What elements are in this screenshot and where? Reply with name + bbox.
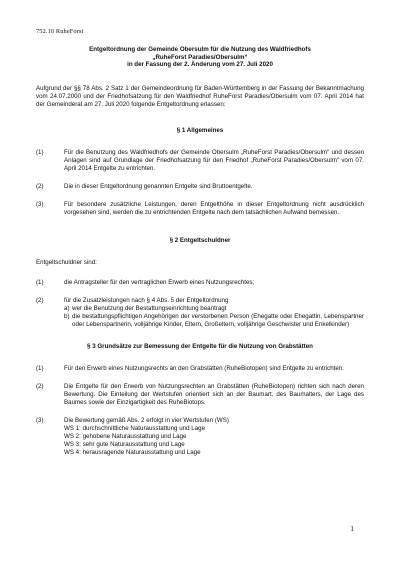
- item-body: [64, 417, 364, 457]
- section-3-item: [36, 383, 364, 407]
- item-text: Die in dieser Entgeltordnung genannten Entgelte sind Bruttoentgelte.: [64, 182, 253, 190]
- item-body: [64, 297, 364, 329]
- section-1-heading: § 1 Allgemeines: [176, 126, 224, 134]
- wertstufe-item: WS 4: herausragende Naturausstattung und Lage: [64, 448, 201, 456]
- title-line-2: „RuheForst Paradies/Obersulm“: [152, 53, 248, 61]
- sub-item-letter: a): [64, 304, 70, 312]
- sub-list-item: [64, 313, 364, 329]
- sub-item-text: die bestattungspflichtigen Angehörigen der verstorbenen Person (Ehegatte oder Ehegattin, Lebenspartner oder Lebenspartnerin, volljährige Kinder, Eltern, Großeltern, volljährige Geschwister und Enkelkinder): [72, 312, 364, 328]
- wertstufe-item: WS 1: durchschnittliche Naturausstattung und Lage: [64, 424, 206, 432]
- section-1-item: [36, 183, 364, 191]
- item-number: (2): [36, 182, 44, 190]
- item-text: Die Entgelte für den Erwerb von Nutzungsrechten an Grabstätten (RuheBiotopen) richten sich nach deren Bewertung. Die Einteilung der Wertstufen orientiert sich an der Baumart, des Baumalters, der Lage des Baumes sowie der Einzigartigkeit des RuheBiotops.: [64, 382, 364, 406]
- item-text: für die Zusatzleistungen nach § 4 Abs. 5 der Entgeltordnung: [64, 296, 229, 304]
- item-number: (1): [36, 278, 44, 286]
- item-text: Für die Benutzung des Waldfriedhofs der Gemeinde Obersulm „RuheForst Paradies/Obersulm“ und dessen Anlagen sind auf Grundlage der Friedhofsatzung für den Friedhof „RuheForst Paradies/Obersulm“ vom 07. April 2014 Entgelte zu entrichten.: [64, 148, 364, 172]
- document-title: [36, 46, 364, 69]
- section-3-item: [36, 365, 364, 373]
- document-body: [36, 46, 364, 467]
- item-text: Für den Erwerb eines Nutzungsrechts an den Grabstätten (RuheBiotopen) sind Entgelte zu entrichten.: [64, 364, 344, 372]
- item-text: die Antragsteller für den vertraglichen Erwerb eines Nutzungsrechtes;: [64, 278, 255, 286]
- sub-list: [64, 305, 364, 329]
- item-number: (2): [36, 382, 44, 390]
- section-2-heading: § 2 Entgeltschuldner: [169, 236, 231, 244]
- sub-list-item: [64, 305, 364, 313]
- item-text: Die Bewertung gemäß Abs. 2 erfolgt in vier Wertstufen (WS): [64, 416, 229, 424]
- section-2-item: [36, 279, 364, 287]
- title-line-1: Entgeltordnung der Gemeinde Obersulm für die Nutzung des Waldfriedhofs: [89, 46, 311, 53]
- page-number: 1: [350, 524, 354, 533]
- item-number: (1): [36, 148, 44, 156]
- section-2-lead: Entgeltschuldner sind:: [36, 258, 97, 266]
- item-text: Für besondere zusätzliche Leistungen, deren Entgelthöhe in dieser Entgeltordnung nicht ausdrücklich vorgesehen sind, werden die zu entrichtenden Entgelte nach dem tatsächlichen Aufwand bemessen.: [64, 200, 364, 216]
- title-line-3: in der Fassung der 2. Änderung vom 27. Juli 2020: [127, 61, 273, 69]
- section-1-item: [36, 149, 364, 173]
- section-1-item: [36, 201, 364, 217]
- document-reference: 752.10 RuheForst: [36, 28, 84, 35]
- item-number: (2): [36, 296, 44, 304]
- section-2-item: [36, 297, 364, 329]
- wertstufe-item: WS 2: gehobene Naturausstattung und Lage: [64, 432, 187, 440]
- sub-item-letter: b): [64, 312, 70, 320]
- wertstufen-list: [64, 425, 364, 457]
- item-number: (3): [36, 200, 44, 208]
- item-number: (3): [36, 416, 44, 424]
- sub-item-text: wer die Benutzung der Bestattungseinrichtung beantragt: [72, 304, 227, 312]
- intro-paragraph: Aufgrund der §§ 78 Abs. 2 Satz 1 der Gemeindeordnung für Baden-Württemberg in der Fassung der Bekanntmachung vom 24.07.2000 und der Friedhofsatzung für den Waldfriedhof RuheForst Paradies/Obersulm vom 07. April 2014 hat der Gemeinderat am 27. Juli 2020 folgende Entgeltordnung erlassen:: [36, 84, 364, 108]
- wertstufe-item: WS 3: sehr gute Naturausstattung und Lage: [64, 440, 185, 448]
- item-number: (1): [36, 364, 44, 372]
- section-3-heading: § 3 Grundsätze zur Bemessung der Entgelte für die Nutzung von Grabstätten: [87, 342, 313, 350]
- section-3-item: [36, 417, 364, 457]
